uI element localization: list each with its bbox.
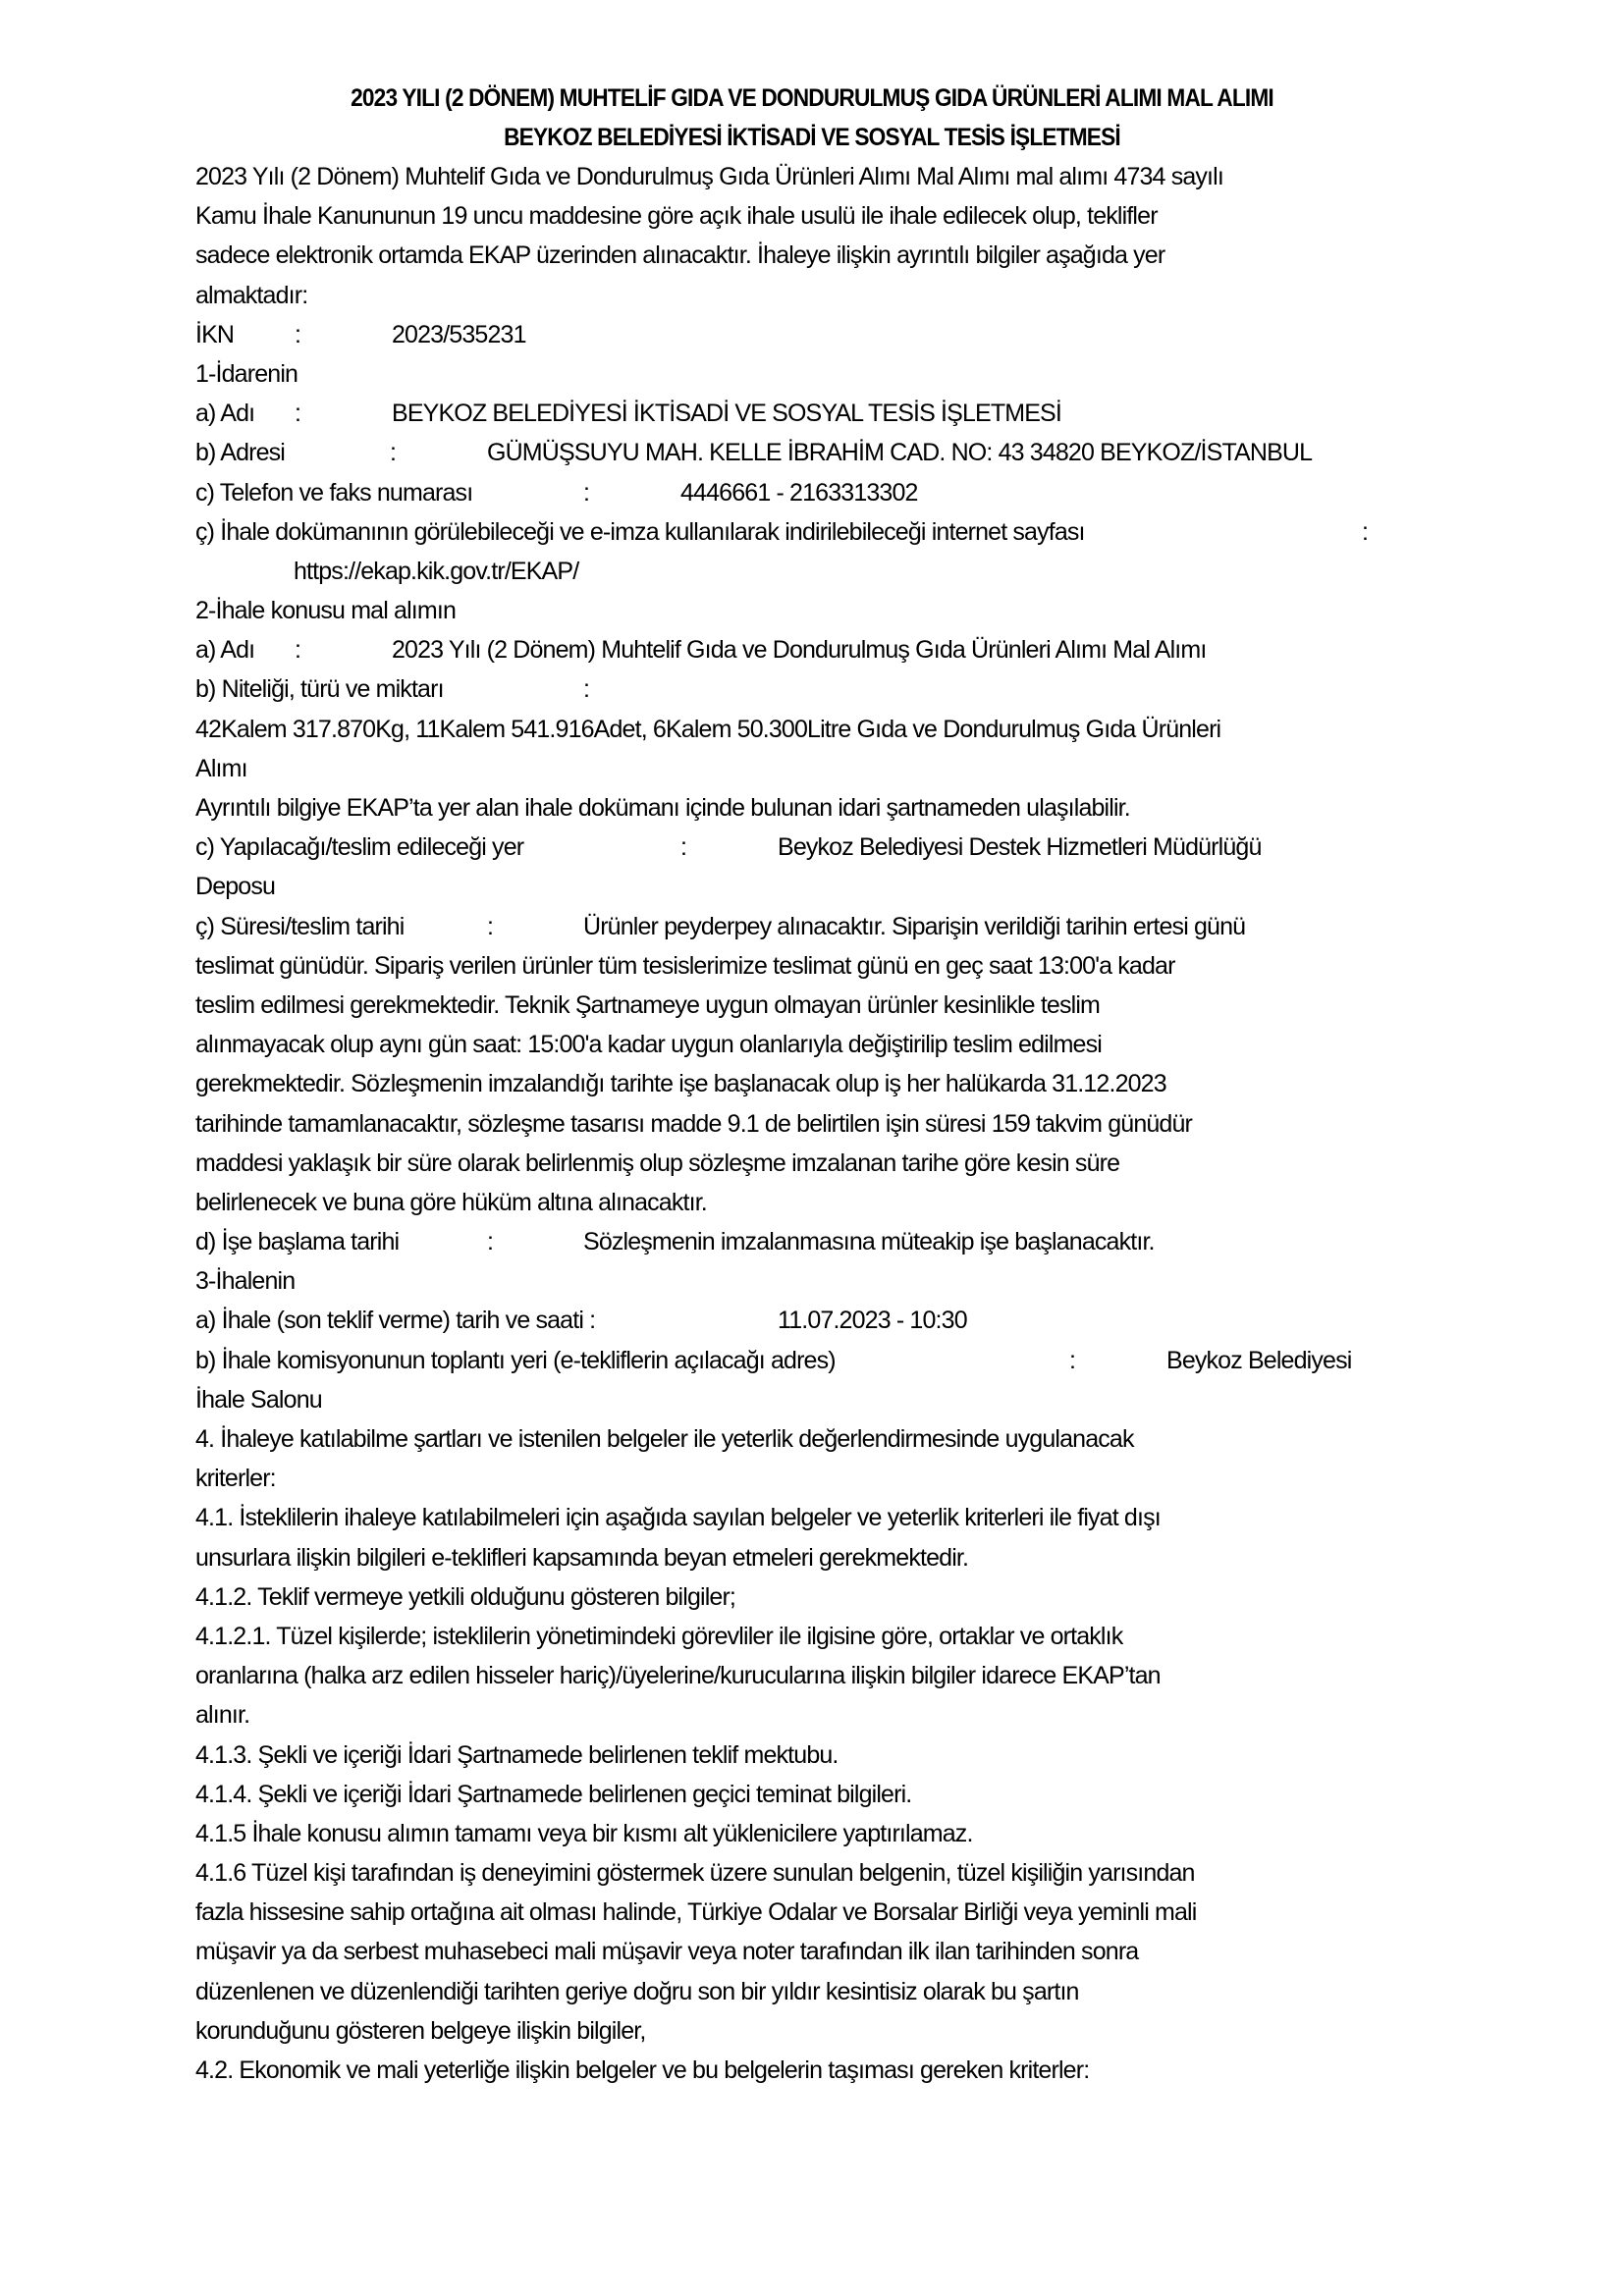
teslim-yeri-separator: : xyxy=(680,833,687,862)
ihale-tarih-row xyxy=(195,1301,1462,1340)
suresi-line: tarihinde tamamlanacaktır, sözleşme tasarısı madde 9.1 de belirtilen işin süresi 159 takvim günüdür xyxy=(195,1109,1193,1138)
telefon-label: c) Telefon ve faks numarası xyxy=(195,478,473,507)
mal-adi-value: 2023 Yılı (2 Dönem) Muhtelif Gıda ve Dondurulmuş Gıda Ürünleri Alımı Mal Alımı xyxy=(392,636,1207,665)
section-4-line: alınır. xyxy=(195,1701,250,1730)
teslim-yeri-cont: Deposu xyxy=(195,873,276,901)
ikn-row xyxy=(195,315,1462,354)
ihale-tarih-label: a) İhale (son teklif verme) tarih ve saati : xyxy=(195,1307,596,1335)
document-body xyxy=(195,157,1462,2090)
intro-line: sadece elektronik ortamda EKAP üzerinden alınacaktır. İhaleye ilişkin ayrıntılı bilgiler aşağıda yer xyxy=(195,241,1165,270)
idare-adi-value: BEYKOZ BELEDİYESİ İKTİSADİ VE SOSYAL TESİS İŞLETMESİ xyxy=(392,400,1061,428)
niteligi-label: b) Niteliği, türü ve miktarı xyxy=(195,675,444,704)
section-4-line: kriterler: xyxy=(195,1465,276,1493)
suresi-line: maddesi yaklaşık bir süre olarak belirlenmiş olup sözleşme imzalanan tarihe göre kesin süre xyxy=(195,1148,1120,1177)
teslim-yeri-value: Beykoz Belediyesi Destek Hizmetleri Müdürlüğü xyxy=(778,833,1262,862)
section-4-line: 4.1.3. Şekli ve içeriği İdari Şartnamede belirlenen teklif mektubu. xyxy=(195,1740,839,1769)
idare-adresi-value: GÜMÜŞSUYU MAH. KELLE İBRAHİM CAD. NO: 43 34820 BEYKOZ/İSTANBUL xyxy=(487,439,1313,467)
suresi-line: belirlenecek ve buna göre hüküm altına alınacaktır. xyxy=(195,1188,707,1216)
niteligi-line: 42Kalem 317.870Kg, 11Kalem 541.916Adet, 6Kalem 50.300Litre Gıda ve Dondurulmuş Gıda Ürünleri xyxy=(195,715,1221,743)
suresi-line: teslimat günüdür. Sipariş verilen ürünler tüm tesislerimize teslimat günü en geç saat 13:00'a kadar xyxy=(195,951,1175,980)
teslim-yeri-label: c) Yapılacağı/teslim edileceği yer xyxy=(195,833,524,862)
ihale-yeri-cont: İhale Salonu xyxy=(195,1385,322,1414)
suresi-line: alınmayacak olup aynı gün saat: 15:00'a kadar uygun olanlarıyla değiştirilip teslim edilmesi xyxy=(195,1031,1102,1059)
section-4-line: unsurlara ilişkin bilgileri e-teklifleri kapsamında beyan etmeleri gerekmektedir. xyxy=(195,1543,969,1572)
suresi-line: gerekmektedir. Sözleşmenin imzalandığı tarihte işe başlanacak olup iş her halükarda 31.12.2023 xyxy=(195,1070,1166,1098)
baslama-row xyxy=(195,1222,1462,1261)
baslama-value: Sözleşmenin imzalanmasına müteakip işe başlanacaktır. xyxy=(583,1228,1155,1256)
section-1-heading: 1-İdarenin xyxy=(195,359,298,388)
section-4-line: 4.1.2. Teklif vermeye yetkili olduğunu gösteren bilgiler; xyxy=(195,1582,736,1611)
niteligi-row xyxy=(195,669,1462,709)
ihale-yeri-value: Beykoz Belediyesi xyxy=(1166,1346,1352,1374)
mal-adi-separator: : xyxy=(295,636,301,665)
internet-row xyxy=(195,512,1462,552)
mal-adi-row xyxy=(195,630,1462,669)
document-title-line-2: BEYKOZ BELEDİYESİ İKTİSADİ VE SOSYAL TESİS İŞLETMESİ xyxy=(504,124,1120,151)
baslama-separator: : xyxy=(487,1228,494,1256)
ihale-yeri-label: b) İhale komisyonunun toplantı yeri (e-tekliflerin açılacağı adres) xyxy=(195,1346,836,1374)
intro-line: 2023 Yılı (2 Dönem) Muhtelif Gıda ve Dondurulmuş Gıda Ürünleri Alımı Mal Alımı mal alımı 4734 sayılı xyxy=(195,163,1223,190)
section-4-line: 4.1.6 Tüzel kişi tarafından iş deneyimini göstermek üzere sunulan belgenin, tüzel kişiliğin yarısından xyxy=(195,1859,1195,1888)
baslama-label: d) İşe başlama tarihi xyxy=(195,1228,400,1256)
suresi-label: ç) Süresi/teslim tarihi xyxy=(195,912,405,940)
intro-line: almaktadır: xyxy=(195,281,308,309)
section-4-line: 4.1. İsteklilerin ihaleye katılabilmeleri için aşağıda sayılan belgeler ve yeterlik kriterleri ile fiyat dışı xyxy=(195,1504,1161,1532)
document-title-line-1: 2023 YILI (2 DÖNEM) MUHTELİF GIDA VE DONDURULMUŞ GIDA ÜRÜNLERİ ALIMI MAL ALIMI xyxy=(351,84,1273,112)
telefon-value: 4446661 - 2163313302 xyxy=(680,478,918,507)
telefon-separator: : xyxy=(583,478,590,507)
section-4-line: 4.2. Ekonomik ve mali yeterliğe ilişkin belgeler ve bu belgelerin taşıması gereken kriterler: xyxy=(195,2056,1090,2084)
ihale-yeri-separator: : xyxy=(1069,1346,1076,1374)
ikn-separator: : xyxy=(295,320,301,348)
ikn-value: 2023/535231 xyxy=(392,320,526,348)
internet-separator: : xyxy=(1362,517,1369,546)
intro-line: Kamu İhale Kanununun 19 uncu maddesine göre açık ihale usulü ile ihale edilecek olup, teklifler xyxy=(195,202,1158,231)
idare-adi-row xyxy=(195,394,1462,433)
section-4-line: düzenlenen ve düzenlendiği tarihten geriye doğru son bir yıldır kesintisiz olarak bu şartın xyxy=(195,1977,1079,2005)
ikn-label: İKN xyxy=(195,320,235,348)
section-4-line: 4.1.2.1. Tüzel kişilerde; isteklilerin yönetimindeki görevliler ile ilgisine göre, ortaklar ve ortaklık xyxy=(195,1622,1123,1650)
idare-adresi-label: b) Adresi xyxy=(195,439,286,467)
internet-label: ç) İhale dokümanının görülebileceği ve e-imza kullanılarak indirilebileceği internet sayfası xyxy=(195,517,1085,546)
idare-adresi-separator: : xyxy=(390,439,397,467)
niteligi-separator: : xyxy=(583,675,590,704)
section-4-line: fazla hissesine sahip ortağına ait olması halinde, Türkiye Odalar ve Borsalar Birliği veya yeminli mali xyxy=(195,1898,1197,1927)
ihale-tarih-value: 11.07.2023 - 10:30 xyxy=(778,1307,967,1335)
idare-adi-label: a) Adı xyxy=(195,400,255,428)
suresi-value: Ürünler peyderpey alınacaktır. Siparişin verildiği tarihin ertesi günü xyxy=(583,912,1246,940)
telefon-row xyxy=(195,473,1462,512)
ihale-yeri-row xyxy=(195,1341,1462,1380)
suresi-row xyxy=(195,907,1462,946)
section-4-line: 4. İhaleye katılabilme şartları ve istenilen belgeler ile yeterlik değerlendirmesinde uygulanacak xyxy=(195,1425,1134,1453)
section-3-heading: 3-İhalenin xyxy=(195,1267,296,1296)
section-4-line: 4.1.4. Şekli ve içeriği İdari Şartnamede belirlenen geçici teminat bilgileri. xyxy=(195,1780,912,1808)
section-4-line: 4.1.5 İhale konusu alımın tamamı veya bir kısmı alt yüklenicilere yaptırılamaz. xyxy=(195,1819,973,1847)
idare-adresi-row xyxy=(195,433,1462,472)
section-4-line: korunduğunu gösteren belgeye ilişkin bilgiler, xyxy=(195,2016,646,2045)
idare-adi-separator: : xyxy=(295,400,301,428)
ekap-link[interactable]: https://ekap.kik.gov.tr/EKAP/ xyxy=(294,557,579,585)
mal-adi-label: a) Adı xyxy=(195,636,255,665)
section-4-line: müşavir ya da serbest muhasebeci mali müşavir veya noter tarafından ilk ilan tarihinden sonra xyxy=(195,1938,1139,1966)
suresi-separator: : xyxy=(487,912,494,940)
suresi-line: teslim edilmesi gerekmektedir. Teknik Şartnameye uygun olmayan ürünler kesinlikle teslim xyxy=(195,990,1101,1019)
niteligi-line: Ayrıntılı bilgiye EKAP’ta yer alan ihale dokümanı içinde bulunan idari şartnameden ulaşılabilir. xyxy=(195,794,1130,822)
section-4-line: oranlarına (halka arz edilen hisseler hariç)/üyelerine/kurucularına ilişkin bilgiler idarece EKAP’tan xyxy=(195,1662,1161,1690)
teslim-yeri-row xyxy=(195,828,1462,867)
section-2-heading: 2-İhale konusu mal alımın xyxy=(195,597,457,625)
niteligi-line: Alımı xyxy=(195,754,247,782)
